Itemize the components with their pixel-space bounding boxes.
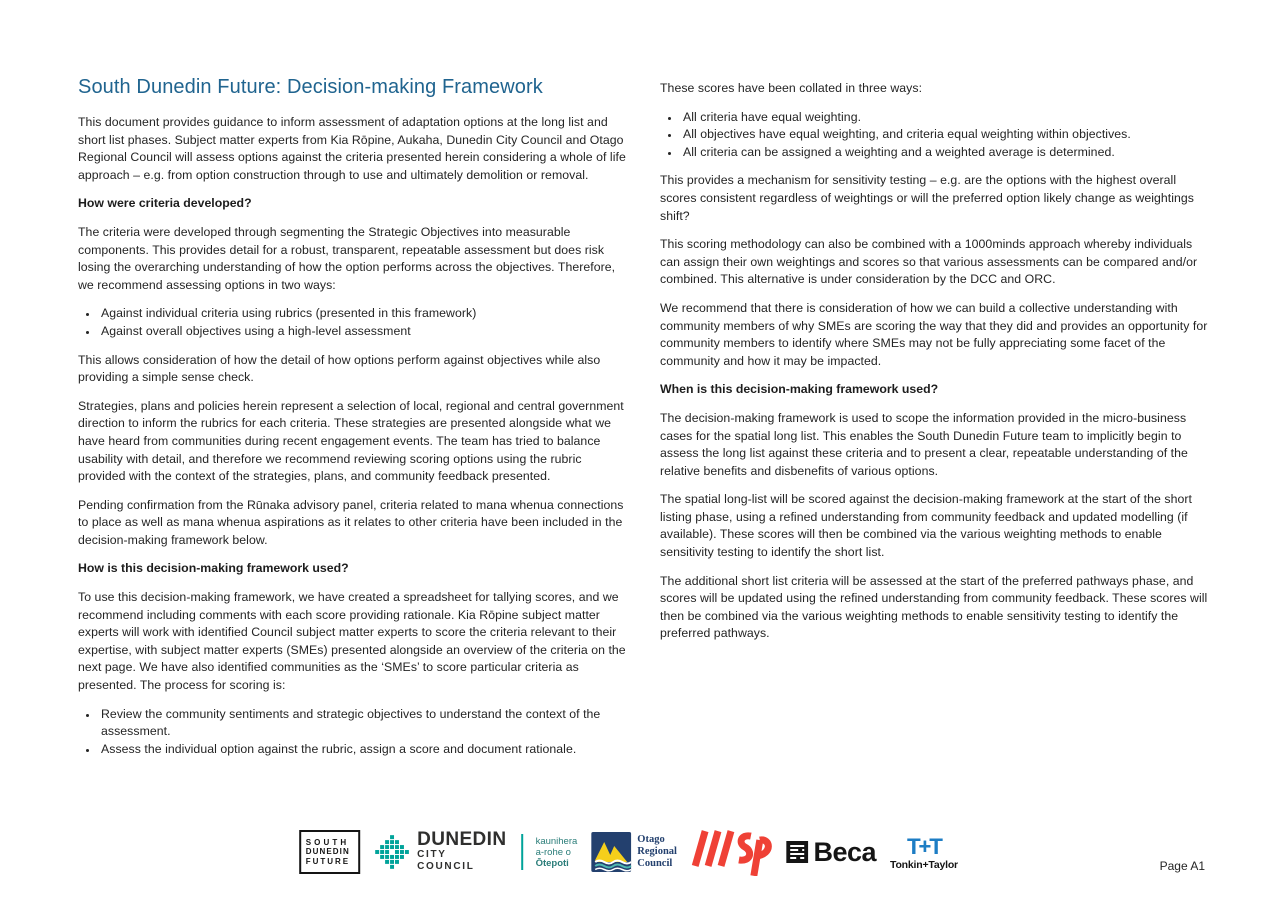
- dcc-maori-name: [536, 836, 578, 869]
- heading-how-were-criteria-developed: How were criteria developed?: [78, 196, 252, 211]
- dcc-maori-line: a-rohe o: [535, 846, 571, 858]
- paragraph: These scores have been collated in three ways:: [660, 81, 923, 95]
- orc-line: Council: [637, 858, 673, 869]
- otago-regional-council-logo: [591, 832, 677, 872]
- list-item: • Assess the individual option against the rubric, assign a score and document rationale.: [98, 741, 626, 759]
- beca-logo: [786, 836, 877, 867]
- paragraph: The spatial long-list will be scored against the decision-making framework at the start of the short listing phase, using a refined understanding from community feedback and updated modelling (if available). These scores will then be combined via the various weighting methods to enable sensitivity testing to identify the short list.: [660, 492, 1192, 560]
- sdf-logo-line: SOUTH: [305, 837, 350, 847]
- beca-kete-icon: [786, 841, 808, 863]
- paragraph: We recommend that there is consideration of how we can build a collective understanding with community members of why SMEs are scoring the way that they did and provides an opportunity for community members to identify where SMEs may not be fully appreciating some facet of the community and how it may be impacted.: [660, 300, 1208, 368]
- list-item: • All criteria can be assigned a weighting and a weighted average is determined.: [680, 144, 1208, 162]
- list-item: • Review the community sentiments and strategic objectives to understand the context of the assessment.: [98, 706, 626, 741]
- page-number-label: Page A1: [1159, 859, 1205, 873]
- dcc-subtitle: CITY COUNCIL: [417, 849, 475, 872]
- paragraph: To use this decision-making framework, we have created a spreadsheet for tallying scores, and we recommend including comments with each score providing rationale. Kia Rōpine subject matter experts will work with identified Council subject matter experts to score the criteria relevant to their expertise, with subject matter experts (SMEs) presented alongside an overview of the criteria on the next page. We have also identified communities as the ‘SMEs’ to score particular criteria as presented. The process for scoring is:: [78, 590, 626, 693]
- dunedin-city-council-logo: [374, 831, 577, 873]
- dcc-diamond-icon: [374, 834, 410, 870]
- paragraph: Strategies, plans and policies herein represent a selection of local, regional and central government direction to inform the rubrics for each criteria. These strategies are presented alongside what we have heard from communities during recent engagement events. The team has tried to balance usability with detail, and therefore we recommend reviewing scoring options using the rubric provided with the context of the strategies, plans, and community feedback presented.: [78, 398, 624, 484]
- sdf-logo-line: DUNEDIN: [305, 847, 350, 857]
- left-column: [78, 76, 626, 769]
- dcc-divider: [522, 834, 524, 870]
- orc-line: Regional: [637, 846, 677, 857]
- list-item: • All criteria have equal weighting.: [680, 109, 1208, 127]
- orc-mountains-icon: [591, 832, 631, 872]
- partner-logos-row: [299, 827, 958, 877]
- intro-paragraph: This document provides guidance to inform assessment of adaptation options at the long list and short list phases. Subject matter experts from Kia Rōpine, Aukaha, Dunedin City Council and Otago Regional Council will assess options against the criteria presented herein considering a whole of life approach – e.g. from option construction through to use and ultimately demolition or removal.: [78, 115, 626, 182]
- dcc-wordmark: [417, 831, 507, 873]
- heading-when-is-framework-used: When is this decision-making framework used?: [660, 382, 939, 397]
- sdf-logo-line: FUTURE: [305, 856, 351, 866]
- paragraph: This provides a mechanism for sensitivity testing – e.g. are the options with the highest overall scores consistent regardless of weightings or will the preferred option likely change as weightings shift?: [660, 173, 1194, 223]
- tt-wordmark: Tonkin+Taylor: [890, 859, 958, 871]
- paragraph: Pending confirmation from the Rūnaka advisory panel, criteria related to mana whenua connections to place as well as mana whenua aspirations as it relates to other criteria have been included in the decision-making framework below.: [78, 497, 624, 547]
- tt-glyph-icon: T+T: [907, 834, 941, 859]
- orc-wordmark: [637, 834, 677, 870]
- list-item: • All objectives have equal weighting, and criteria equal weighting within objectives.: [680, 126, 1208, 144]
- beca-wordmark: Beca: [813, 836, 877, 867]
- scoring-process-list: [78, 706, 626, 759]
- heading-how-is-framework-used: How is this decision-making framework used?: [78, 561, 349, 576]
- orc-line: Otago: [637, 834, 665, 845]
- tonkin-taylor-logo: [890, 834, 958, 871]
- list-item: • Against individual criteria using rubrics (presented in this framework): [98, 305, 626, 323]
- dcc-maori-line: kaunihera: [535, 835, 578, 847]
- right-column: [660, 80, 1208, 654]
- page-title: South Dunedin Future: Decision-making Framework: [78, 76, 543, 98]
- wsp-logo: [691, 828, 773, 876]
- list-item: • Against overall objectives using a high-level assessment: [98, 323, 626, 341]
- paragraph: The decision-making framework is used to scope the information provided in the micro-business cases for the spatial long list. This enables the South Dunedin Future team to implicitly begin to assess the long list against these criteria and to present a clear, repeatable understanding of the relative benefits and disbenefits of various options.: [660, 410, 1188, 478]
- paragraph: This allows consideration of how the detail of how options perform against objectives while also providing a simple sense check.: [78, 352, 601, 385]
- south-dunedin-future-logo: [299, 830, 361, 874]
- paragraph: This scoring methodology can also be combined with a 1000minds approach whereby individuals can assign their own weightings and scores so that various assessments can be compared and/or combined. This alternative is under consideration by the DCC and ORC.: [660, 237, 1198, 287]
- dcc-title: DUNEDIN: [417, 829, 507, 850]
- weighting-methods-list: [660, 109, 1208, 162]
- paragraph: The additional short list criteria will be assessed at the start of the preferred pathways phase, and scores will be updated using the refined understanding from community feedback. These scores will then be combined via the various weighting methods to enable sensitivity testing to identify the preferred pathways.: [660, 573, 1208, 641]
- criteria-assessment-list: [78, 305, 626, 340]
- paragraph: The criteria were developed through segmenting the Strategic Objectives into measurable components. This provides detail for a robust, transparent, repeatable assessment but does risk losing the overarching understanding of how the option performs across the objectives. Therefore, we recommend assessing options in two ways:: [78, 224, 616, 292]
- dcc-maori-line: Ōtepoti: [535, 857, 569, 869]
